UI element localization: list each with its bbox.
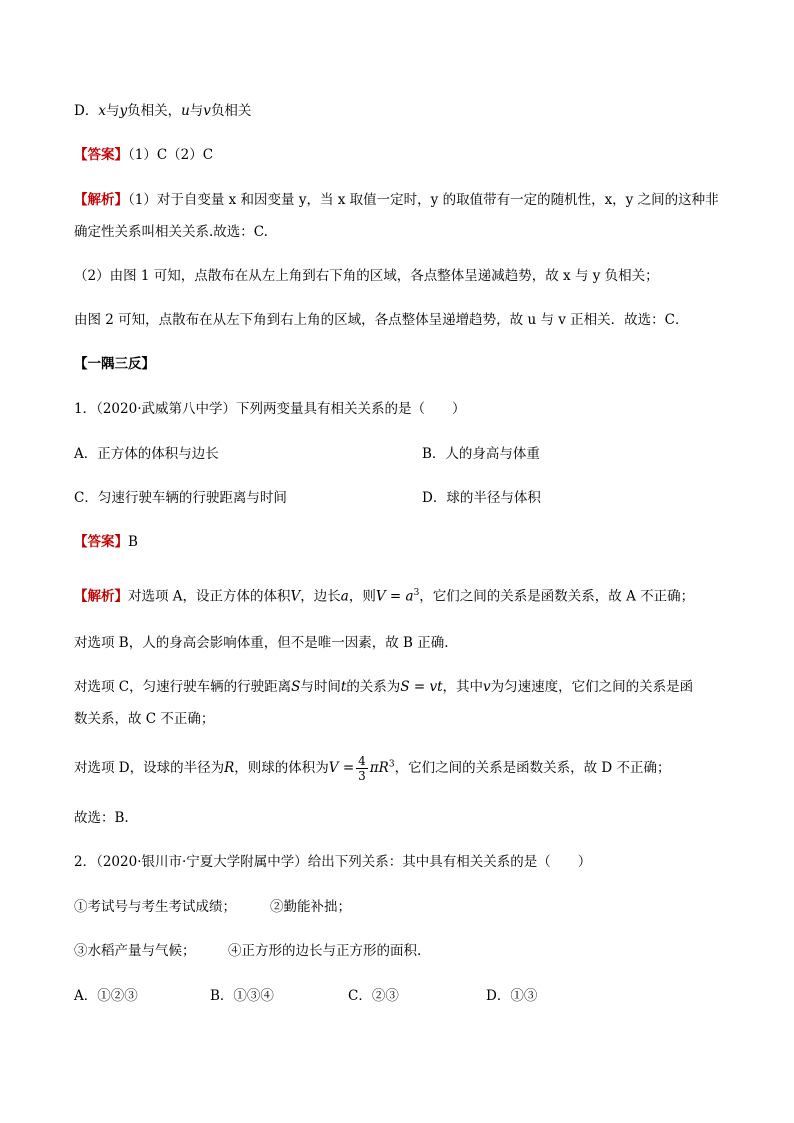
var-S: S <box>291 679 301 695</box>
var-a: a <box>340 588 349 605</box>
var-V: V <box>290 588 301 605</box>
option-c: C．②③ <box>348 988 399 1004</box>
text: 负相关， <box>127 103 182 119</box>
var-t: t <box>340 679 347 695</box>
analysis-1-part3: 由图 2 可知，点散布在从左下角到右上角的区域，各点整体呈递增趋势，故 u 与 v 正相关．故选：C． <box>74 312 689 328</box>
answer-1 <box>74 145 213 165</box>
analysis-2-line5 <box>74 754 670 783</box>
fraction-denominator: 3 <box>358 769 366 783</box>
var-v: v <box>203 103 211 119</box>
answer-2 <box>74 532 138 552</box>
question-1-stem: 1．（2020·武威第八中学）下列两变量具有相关关系的是（ ） <box>74 401 466 417</box>
text: ，则球的体积为 <box>234 760 329 776</box>
option-a: A．正方体的体积与边长 <box>74 446 219 462</box>
text: 的关系为 <box>346 679 401 695</box>
item-3: ③水稻产量与气候； <box>74 943 196 959</box>
option-b: B．人的身高与体重 <box>422 446 540 462</box>
section-heading: 【一隅三反】 <box>74 356 155 372</box>
analysis-2-line1 <box>74 583 694 607</box>
option-d: D．球的半径与体积 <box>422 490 541 506</box>
var-y: y <box>119 103 128 119</box>
option-d: D．①③ <box>486 988 538 1004</box>
analysis-1-part2: （2）由图 1 可知，点散布在从左上角到右下角的区域，各点整体呈递减趋势，故 x 与 y 负相关； <box>74 268 659 284</box>
answer-label: 【答案】 <box>74 147 128 163</box>
text: 对选项 C，匀速行驶车辆的行驶距离 <box>74 679 292 695</box>
fraction <box>356 754 368 783</box>
item-4: ④正方形的边长与正方形的面积. <box>228 943 422 959</box>
text: 负相关 <box>210 103 252 119</box>
text: 与 <box>105 103 120 119</box>
text: 与 <box>189 103 204 119</box>
question-2-items-34 <box>74 941 422 961</box>
formula: πR <box>369 760 389 776</box>
text: ，它们之间的关系是函数关系，故 A 不正确； <box>419 588 695 605</box>
item-2: ②勤能补拙； <box>270 899 351 915</box>
analysis-text: （1）对于自变量 x 和因变量 y，当 x 取值一定时，y 的取值带有一定的随机性，x，y 之间的这种非 <box>128 192 719 208</box>
option-b: B．①③④ <box>210 988 274 1004</box>
question-1-options-cd <box>74 488 541 508</box>
question-2-items-12 <box>74 897 351 917</box>
var-R: R <box>224 760 235 776</box>
formula: V = a <box>375 588 414 605</box>
text: 与时间 <box>300 679 341 695</box>
exponent: 3 <box>413 588 420 598</box>
var-v: v <box>483 679 491 695</box>
analysis-label: 【解析】 <box>74 192 128 208</box>
text: ，它们之间的关系是函数关系，故 D 不正确； <box>394 760 671 776</box>
text: ，边长 <box>300 588 341 605</box>
option-d-line <box>74 101 251 121</box>
text: 对选项 D，设球的半径为 <box>74 760 225 776</box>
var-u: u <box>181 103 190 119</box>
analysis-label: 【解析】 <box>74 588 128 605</box>
formula: S = vt <box>400 679 443 695</box>
fraction-numerator: 4 <box>358 754 366 768</box>
option-c: C．匀速行驶车辆的行驶距离与时间 <box>74 490 287 506</box>
text: ，则 <box>348 588 376 605</box>
text: ，其中 <box>442 679 484 695</box>
analysis-2-line6: 故选：B. <box>74 810 129 826</box>
analysis-2-line4: 数关系，故 C 不正确； <box>74 711 215 727</box>
answer-text: B <box>128 534 138 550</box>
option-d-prefix: D． <box>74 103 99 119</box>
answer-label: 【答案】 <box>74 534 128 550</box>
answer-text: （1）C（2）C <box>128 147 214 163</box>
analysis-1-line2: 确定性关系叫相关关系.故选：C. <box>74 224 268 240</box>
question-2-stem: 2．（2020·银川市·宁夏大学附属中学）给出下列关系：其中具有相关关系的是（ ） <box>74 854 592 870</box>
text: 为匀速速度，它们之间的关系是函 <box>490 679 694 695</box>
analysis-2-line2: 对选项 B，人的身高会影响体重，但不是唯一因素，故 B 正确. <box>74 635 449 651</box>
option-a: A．①②③ <box>74 988 138 1004</box>
text: 对选项 A，设正方体的体积 <box>128 588 291 605</box>
analysis-2-line3 <box>74 677 693 697</box>
question-1-options-ab <box>74 444 540 464</box>
item-1: ①考试号与考生考试成绩； <box>74 899 236 915</box>
analysis-1-line1 <box>74 190 719 210</box>
exponent: 3 <box>388 759 395 770</box>
question-2-options <box>74 986 538 1006</box>
formula: V = <box>328 760 355 776</box>
var-x: x <box>98 103 106 119</box>
